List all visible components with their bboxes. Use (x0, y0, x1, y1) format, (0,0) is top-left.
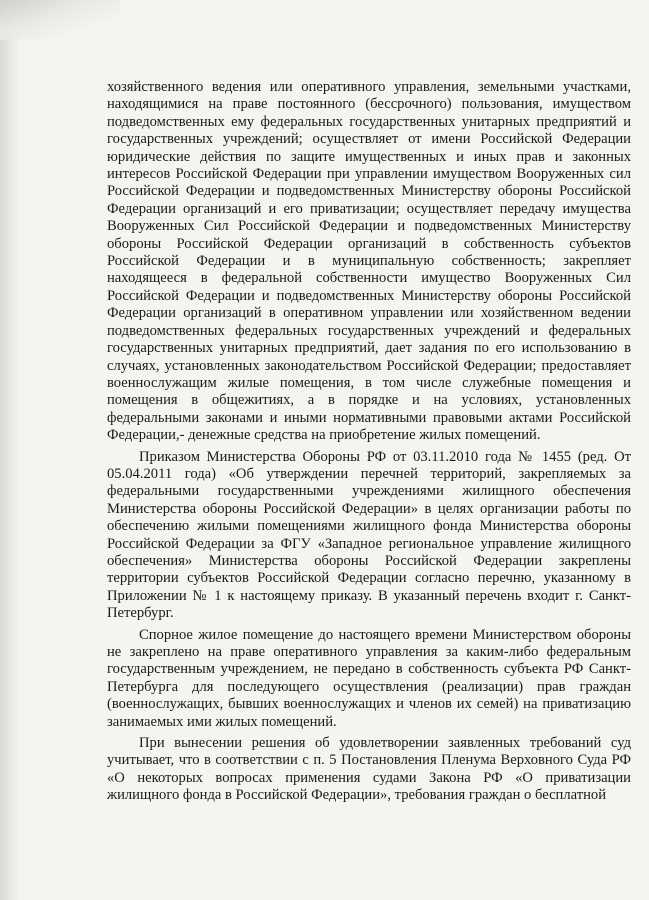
paragraph-continuation: хозяйственного ведения или оперативного управления, земельными участками, находящимися на праве постоянного (бессрочного) пользования, имуществом подведомственных ему федеральных государственных унитарных предприятий и государственных учреждений; осуществляет от имени Российской Федерации юридические действия по защите имущественных и иных прав и законных интересов Российской Федерации при управлении имуществом Вооруженных сил Российской Федерации и подведомственных Министерству обороны Российской Федерации организаций и его приватизации; осуществляет передачу имущества Вооруженных Сил Российской Федерации и подведомственных Министерству обороны Российской Федерации организаций в собственность субъектов Российской Федерации и в муниципальную собственность; закрепляет находящееся в федеральной собственности имущество Вооруженных Сил Российской Федерации и подведомственных Министерству обороны Российской Федерации организаций в оперативном управлении или хозяйственном ведении подведомственных федеральных государственных учреждений и федеральных государственных унитарных предприятий, дает задания по его использованию в случаях, установленных законодательством Российской Федерации; предоставляет военнослужащим жилые помещения, в том числе служебные помещения и помещения в общежитиях, а в порядке и на условиях, установленных федеральными законами и иными нормативными правовыми актами Российской Федерации,- денежные средства на приобретение жилых помещений. (107, 79, 631, 444)
paragraph-court-decision: При вынесении решения об удовлетворении заявленных требований суд учитывает, что в соответствии с п. 5 Постановления Пленума Верховного Суда РФ «О некоторых вопросах применения судами Закона РФ «О приватизации жилищного фонда в Российской Федерации», требования граждан о бесплатной (107, 735, 631, 804)
paragraph-order-reference: Приказом Министерства Обороны РФ от 03.11.2010 года № 1455 (ред. От 05.04.2011 года) «Об утверждении перечней территорий, закрепляемых за федеральными государственными учреждениями жилищного обеспечения Министерства обороны Российской Федерации» в целях организации работы по обеспечению жилыми помещениями жилищного фонда Министерства обороны Российской Федерации за ФГУ «Западное региональное управление жилищного обеспечения» Министерства обороны Российской Федерации закреплены территории субъектов Российской Федерации согласно перечню, указанному в Приложении № 1 к настоящему приказу. В указанный перечень входит г. Санкт-Петербург. (107, 448, 631, 622)
paragraph-disputed-premises: Спорное жилое помещение до настоящего времени Министерством обороны не закреплено на праве оперативного управления за каким-либо федеральным государственным учреждением, не передано в собственность субъекта РФ Санкт-Петербурга для последующего осуществления (реализации) прав граждан (военнослужащих, бывших военнослужащих и членов их семей) на приватизацию занимаемых ими жилых помещений. (107, 626, 631, 730)
scan-edge-shadow (0, 0, 18, 900)
page-corner-fold (0, 0, 120, 40)
document-body (107, 79, 631, 805)
